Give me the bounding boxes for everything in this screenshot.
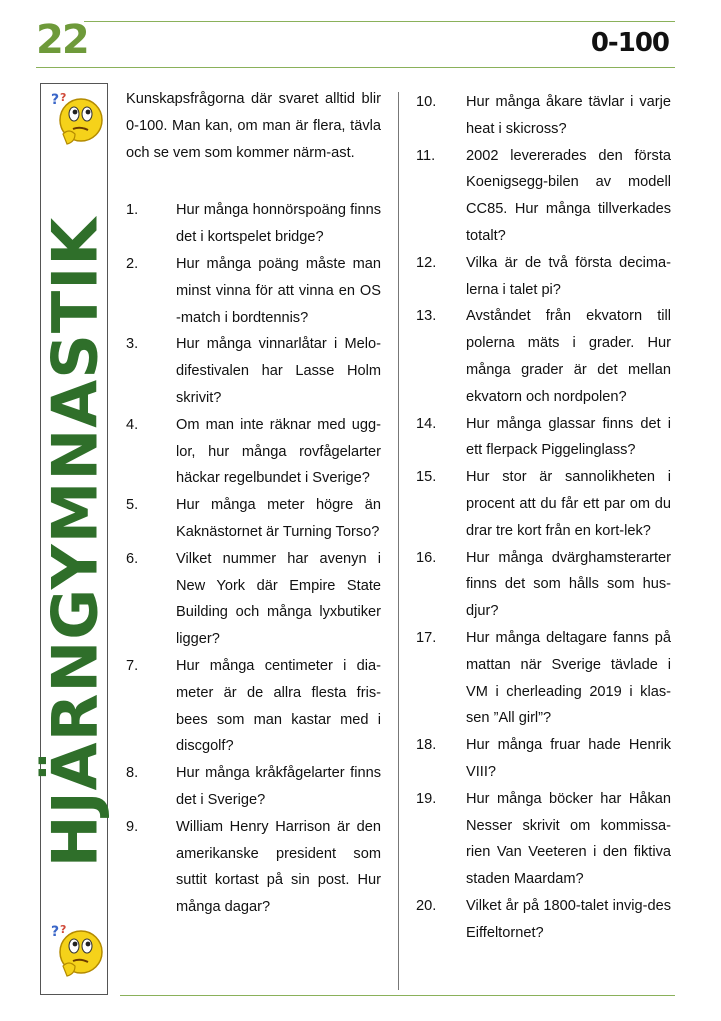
header-rule-bottom [36, 67, 675, 68]
page-title: 0-100 [590, 28, 669, 58]
question-item [416, 545, 671, 625]
question-text: Vilka är de två första decima-lerna i talet pi? [466, 254, 671, 298]
question-number: 6. [126, 550, 139, 567]
question-item [416, 411, 671, 465]
question-text: Hur många honnörspoäng finns det i kortspelet bridge? [176, 202, 381, 246]
question-number: 14. [416, 415, 437, 432]
right-column [416, 89, 671, 947]
question-text: Vilket år på 1800-talet invig-des Eiffeltornet? [466, 897, 671, 941]
question-item [416, 893, 671, 947]
question-text: Hur många åkare tävlar i varje heat i skicross? [466, 94, 671, 137]
question-text: Om man inte räknar med ugg-lor, hur många rovfågelarter häckar regelbundet i Sverige? [176, 416, 381, 487]
question-number: 2. [126, 255, 139, 272]
question-text: Hur många poäng måste man minst vinna för att vinna en OS -match i bordtennis? [176, 255, 381, 326]
question-number: 16. [416, 549, 437, 566]
question-number: 4. [126, 416, 139, 433]
question-number: 5. [126, 497, 139, 514]
svg-text:?: ? [51, 924, 60, 940]
question-number: 19. [416, 790, 437, 807]
question-text: Vilket nummer har avenyn i New York där Empire State Building och många lyxbutiker ligger? [176, 550, 381, 648]
question-item [126, 760, 381, 814]
question-item [126, 653, 381, 760]
intro-text: Kunskapsfrågorna där svaret alltid blir 0-100. Man kan, om man är flera, tävla och se vem som kommer närm-ast. [126, 91, 381, 161]
question-item [416, 143, 671, 250]
question-number: 7. [126, 657, 139, 674]
question-text: Hur många glassar finns det i ett flerpack Piggelinglass? [466, 415, 671, 459]
question-item [416, 732, 671, 786]
question-text: 2002 levererades den första Koenigsegg-bilen av modell CC85. Hur många tillverkades totalt? [466, 147, 671, 244]
question-item [126, 492, 381, 546]
question-number: 3. [126, 336, 139, 353]
question-number: 15. [416, 469, 437, 486]
left-column [126, 86, 381, 921]
question-item [416, 250, 671, 304]
question-item [416, 786, 671, 893]
question-number: 20. [416, 897, 437, 914]
question-item [126, 331, 381, 411]
sidebar [38, 83, 112, 995]
header-rule-top [84, 21, 675, 22]
question-item [126, 412, 381, 492]
question-number: 12. [416, 254, 437, 271]
svg-text:?: ? [60, 923, 67, 936]
question-item [416, 89, 671, 143]
question-item [416, 303, 671, 410]
question-text: Hur många deltagare fanns på mattan när Sverige tävlade i VM i cherleading 2019 i klas-sen ”All girl”? [466, 629, 671, 727]
question-text: William Henry Harrison är den amerikanske president som suttit kortast på sin post. Hur många dagar? [176, 818, 381, 916]
question-item [126, 197, 381, 251]
question-text: Hur många kråkfågelarter finns det i Sverige? [176, 765, 381, 808]
question-number: 9. [126, 818, 139, 835]
thinking-face-icon [49, 922, 105, 982]
question-item [416, 625, 671, 732]
question-number: 13. [416, 308, 437, 325]
question-list-left [126, 197, 381, 921]
question-text: Hur många vinnarlåtar i Melo-difestivalen har Lasse Holm skrivit? [176, 336, 381, 406]
question-item [416, 464, 671, 544]
question-number: 17. [416, 629, 437, 646]
question-text: Hur många fruar hade Henrik VIII? [466, 737, 671, 780]
column-divider [398, 92, 399, 990]
svg-text:?: ? [51, 92, 60, 108]
footer-rule [120, 995, 675, 996]
vertical-title-text: HJÄRNGYMNASTIK [38, 216, 112, 868]
question-text: Hur många centimeter i dia-meter är de allra flesta fris-bees som man kastar med i discgolf? [176, 657, 381, 755]
question-item [126, 814, 381, 921]
vertical-title [38, 84, 112, 996]
page-number: 22 [36, 17, 88, 63]
question-text: Hur stor är sannolikheten i procent att du får ett par om du drar tre kort från en kort-lek? [466, 469, 671, 539]
question-number: 8. [126, 765, 139, 782]
question-number: 10. [416, 94, 437, 110]
question-item [126, 251, 381, 331]
question-number: 11. [416, 147, 436, 164]
question-text: Hur många dvärghamsterarter finns det som hålls som hus-djur? [466, 549, 671, 620]
question-text: Hur många böcker har Håkan Nesser skrivit om kommissa-rien Van Veeteren i den fiktiva staden Maardam? [466, 790, 671, 888]
question-number: 18. [416, 737, 437, 754]
question-text: Hur många meter högre än Kaknästornet är Turning Torso? [176, 497, 381, 540]
svg-text:?: ? [60, 91, 67, 104]
question-number: 1. [126, 202, 139, 219]
question-list-right [416, 89, 671, 947]
question-item [126, 546, 381, 653]
question-text: Avståndet från ekvatorn till polerna mäts i grader. Hur många grader är det mellan ekvatorn och nordpolen? [466, 308, 671, 405]
